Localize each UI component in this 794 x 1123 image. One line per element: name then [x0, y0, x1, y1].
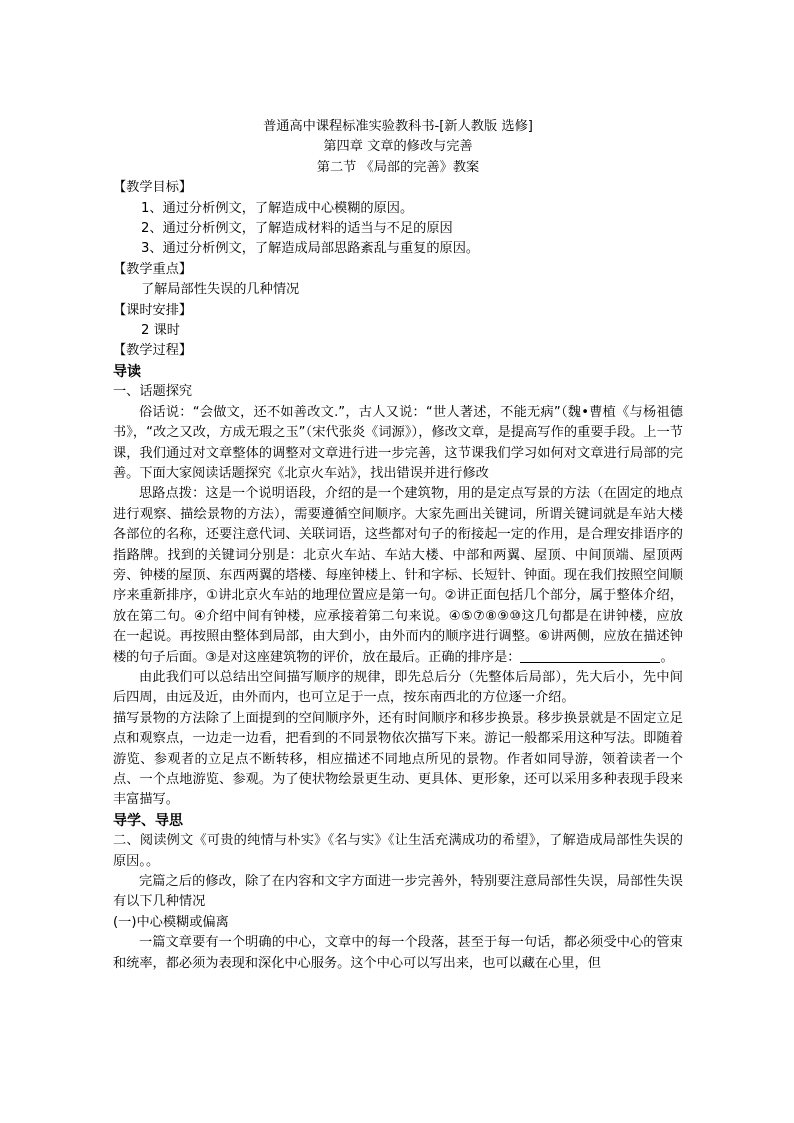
paragraph-2 [113, 484, 683, 668]
doc-title-line3: 第二节 《局部的完善》教案 [316, 159, 480, 175]
process-heading: 【教学过程】 [113, 343, 193, 359]
topic-heading: 一、话题探究 [113, 384, 193, 400]
goal-item: 2、通过分析例文，了解造成材料的适当与不足的原因 [141, 221, 453, 237]
paragraph-4: 描写景物的方法除了上面提到的空间顺序外，还有时间顺序和移步换景。移步换景就是不固定立足点和观察点，一边走一边看，把看到的不同景物依次描写下来。游记一般都采用这种写法。即随着游览、参观者的立足点不断转移，相应描述不同地点所见的景物。作者如同导游，领着读者一个点、一个点地游览、参观。为了使状物绘景更生动、更具体、更形象，还可以采用多种表现手段来丰富描写。 [113, 710, 683, 808]
paragraph-3: 由此我们可以总结出空间描写顺序的规律，即先总后分（先整体后局部），先大后小，先中间后四周，由远及近，由外而内，也可立足于一点，按东南西北的方位逐一介绍。 [113, 669, 683, 706]
schedule-text: 2 课时 [141, 323, 180, 339]
paragraph-2-text: 思路点拨：这是一个说明语段，介绍的是一个建筑物，用的是定点写景的方法（在固定的地点进行观察、描绘景物的方法），需要遵循空间顺序。大家先画出关键词，所谓关键词就是车站大楼各部位的名称，还要注意代词、关联词语，这些都对句子的衔接起一定的作用，是合理安排语序的指路牌。找到的关键词分别是：北京火车站、车站大楼、中部和两翼、屋顶、中间顶端、屋顶两旁、钟楼的屋顶、东西两翼的塔楼、每座钟楼上、针和字标、长短针、钟面。现在我们按照空间顺序来重新排序，①讲北京火车站的地理位置应是第一句。②讲正面包括几个部分，属于整体介绍，放在第二句。④介绍中间有钟楼，应承接着第二句来说。④⑤⑦⑧⑨⑩这几句都是在讲钟楼，应放在一起说。再按照由整体到局部，由大到小，由外而内的顺序进行调整。⑥讲两侧，应放在描述钟楼的句子后面。③是对这座建筑物的评价，放在最后。正确的排序是： [113, 486, 683, 665]
goal-item: 3、通过分析例文，了解造成局部思路紊乱与重复的原因。 [141, 241, 480, 257]
schedule-heading: 【课时安排】 [113, 302, 193, 318]
paragraph-2-end: 。 [660, 649, 674, 665]
focus-heading: 【教学重点】 [113, 261, 193, 277]
guide-heading: 导读 [113, 363, 141, 380]
focus-text: 了解局部性失误的几种情况 [141, 282, 300, 298]
paragraph-6: 完篇之后的修改，除了在内容和文字方面进一步完善外，特别要注意局部性失误，局部性失误有以下几种情况 [113, 874, 683, 910]
paragraph-1: 俗话说：“会做文，还不如善改文.”，古人又说：“世人著述，不能无病”（魏•曹植《与杨祖德书》，“改之又改，方成无瑕之玉”（宋代张炎《词源》），修改文章，是提高写作的重要手段。上一节课，我们通过对文章整体的调整对文章进行进一步完善，这节课我们学习如何对文章进行局部的完善。下面大家阅读话题探究《北京火车站》，找出错误并进行修改 [113, 404, 683, 481]
goals-heading: 【教学目标】 [113, 180, 193, 196]
doc-title-line1: 普通高中课程标准实验教科书-[新人教版 选修] [263, 119, 533, 134]
doc-title-line2: 第四章 文章的修改与完善 [323, 139, 473, 155]
subsection-1-heading: (一)中心模糊或偏离 [113, 914, 229, 930]
learn-heading: 导学、导思 [113, 812, 183, 829]
document-page [113, 117, 683, 974]
answer-blank [520, 648, 660, 663]
paragraph-5: 二、阅读例文《可贵的纯情与朴实》《名与实》《让生活充满成功的希望》，了解造成局部性失误的原因。。 [113, 833, 683, 869]
paragraph-7: 一篇文章要有一个明确的中心，文章中的每一个段落，甚至于每一句话，都必须受中心的管束和统率，都必须为表现和深化中心服务。这个中心可以写出来，也可以藏在心里，但 [113, 935, 683, 971]
goal-item: 1、通过分析例文，了解造成中心模糊的原因。 [141, 200, 414, 216]
